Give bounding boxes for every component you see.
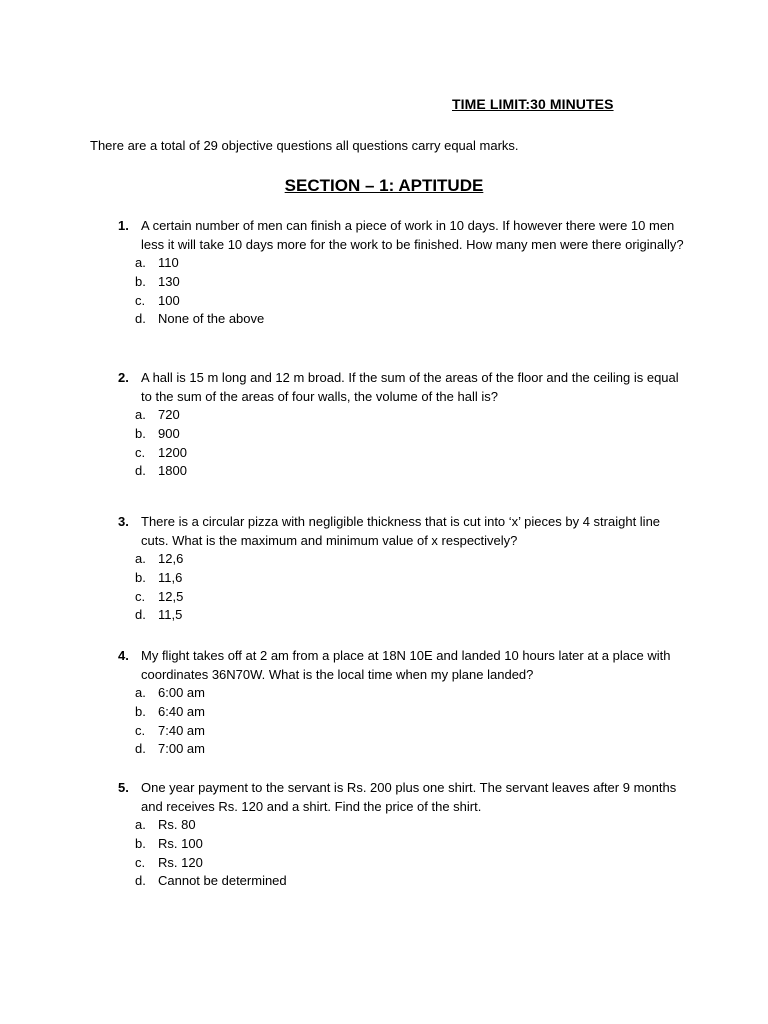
option-text: 11,5 bbox=[158, 607, 183, 623]
option-b bbox=[118, 425, 688, 444]
time-limit-heading: TIME LIMIT:30 MINUTES bbox=[452, 96, 614, 112]
option-letter: d. bbox=[135, 873, 146, 889]
question-number: 4. bbox=[118, 648, 129, 663]
option-list bbox=[118, 684, 688, 759]
option-c bbox=[118, 292, 688, 311]
intro-text: There are a total of 29 objective questions all questions carry equal marks. bbox=[90, 138, 519, 153]
option-text: Rs. 100 bbox=[158, 835, 203, 851]
option-letter: c. bbox=[135, 854, 146, 870]
option-a bbox=[118, 816, 688, 835]
option-letter: a. bbox=[135, 817, 146, 832]
option-d bbox=[118, 462, 688, 481]
option-list bbox=[118, 550, 688, 625]
option-letter: c. bbox=[135, 722, 146, 738]
option-d bbox=[118, 872, 688, 891]
option-text: Rs. 80 bbox=[158, 817, 196, 832]
option-c bbox=[118, 588, 688, 607]
question-text: A certain number of men can finish a piece of work in 10 days. If however there were 10 men less it will take 10 days more for the work to be finished. How many men were there originally? bbox=[141, 218, 684, 252]
option-letter: d. bbox=[135, 463, 146, 479]
question-number: 3. bbox=[118, 514, 129, 529]
option-a bbox=[118, 254, 688, 273]
option-b bbox=[118, 835, 688, 854]
option-d bbox=[118, 740, 688, 759]
option-text: 12,5 bbox=[158, 588, 184, 604]
option-text: 100 bbox=[158, 292, 180, 308]
option-c bbox=[118, 722, 688, 741]
option-b bbox=[118, 273, 688, 292]
option-letter: b. bbox=[135, 425, 146, 441]
option-text: 7:40 am bbox=[158, 722, 205, 738]
option-b bbox=[118, 703, 688, 722]
option-a bbox=[118, 550, 688, 569]
question-text: There is a circular pizza with negligible thickness that is cut into ‘x’ pieces by 4 straight line cuts. What is the maximum and minimum value of x respectively? bbox=[141, 514, 661, 548]
question-number: 1. bbox=[118, 218, 129, 233]
option-text: Rs. 120 bbox=[158, 854, 203, 870]
option-text: 130 bbox=[158, 273, 180, 289]
question-4 bbox=[118, 646, 688, 759]
option-text: 11,6 bbox=[158, 569, 183, 585]
question-2 bbox=[118, 368, 688, 481]
question-3 bbox=[118, 512, 688, 625]
option-list bbox=[118, 254, 688, 329]
option-text: 12,6 bbox=[158, 551, 184, 566]
option-letter: d. bbox=[135, 607, 146, 623]
option-list bbox=[118, 406, 688, 481]
option-letter: d. bbox=[135, 741, 146, 757]
option-text: None of the above bbox=[158, 311, 265, 327]
option-a bbox=[118, 406, 688, 425]
option-letter: b. bbox=[135, 835, 146, 851]
option-c bbox=[118, 854, 688, 873]
option-text: 7:00 am bbox=[158, 741, 205, 757]
question-text: One year payment to the servant is Rs. 200 plus one shirt. The servant leaves after 9 months and receives Rs. 120 and a shirt. Find the price of the shirt. bbox=[141, 780, 677, 814]
option-letter: b. bbox=[135, 273, 146, 289]
option-text: 900 bbox=[158, 425, 180, 441]
option-a bbox=[118, 684, 688, 703]
option-letter: d. bbox=[135, 311, 146, 327]
option-text: 1800 bbox=[158, 463, 187, 479]
option-letter: c. bbox=[135, 588, 146, 604]
option-d bbox=[118, 310, 688, 329]
option-c bbox=[118, 444, 688, 463]
question-5 bbox=[118, 778, 688, 891]
option-letter: a. bbox=[135, 685, 146, 700]
option-text: 6:00 am bbox=[158, 685, 205, 700]
section-title: SECTION – 1: APTITUDE bbox=[284, 176, 484, 195]
question-text: A hall is 15 m long and 12 m broad. If the sum of the areas of the floor and the ceiling is equal to the sum of the areas of four walls, the volume of the hall is? bbox=[141, 370, 679, 404]
option-text: 6:40 am bbox=[158, 703, 205, 719]
question-1 bbox=[118, 216, 688, 329]
option-b bbox=[118, 569, 688, 588]
question-text: My flight takes off at 2 am from a place at 18N 10E and landed 10 hours later at a place with coordinates 36N70W. What is the local time when my plane landed? bbox=[141, 648, 671, 682]
option-letter: b. bbox=[135, 703, 146, 719]
question-number: 2. bbox=[118, 370, 129, 385]
option-text: Cannot be determined bbox=[158, 873, 287, 889]
option-text: 110 bbox=[158, 255, 179, 270]
option-letter: c. bbox=[135, 444, 146, 460]
option-list bbox=[118, 816, 688, 891]
option-letter: a. bbox=[135, 407, 146, 422]
option-text: 720 bbox=[158, 407, 180, 422]
option-letter: b. bbox=[135, 569, 146, 585]
option-letter: a. bbox=[135, 551, 146, 566]
option-d bbox=[118, 606, 688, 625]
question-number: 5. bbox=[118, 780, 129, 795]
option-letter: a. bbox=[135, 255, 146, 270]
option-letter: c. bbox=[135, 292, 146, 308]
option-text: 1200 bbox=[158, 444, 187, 460]
